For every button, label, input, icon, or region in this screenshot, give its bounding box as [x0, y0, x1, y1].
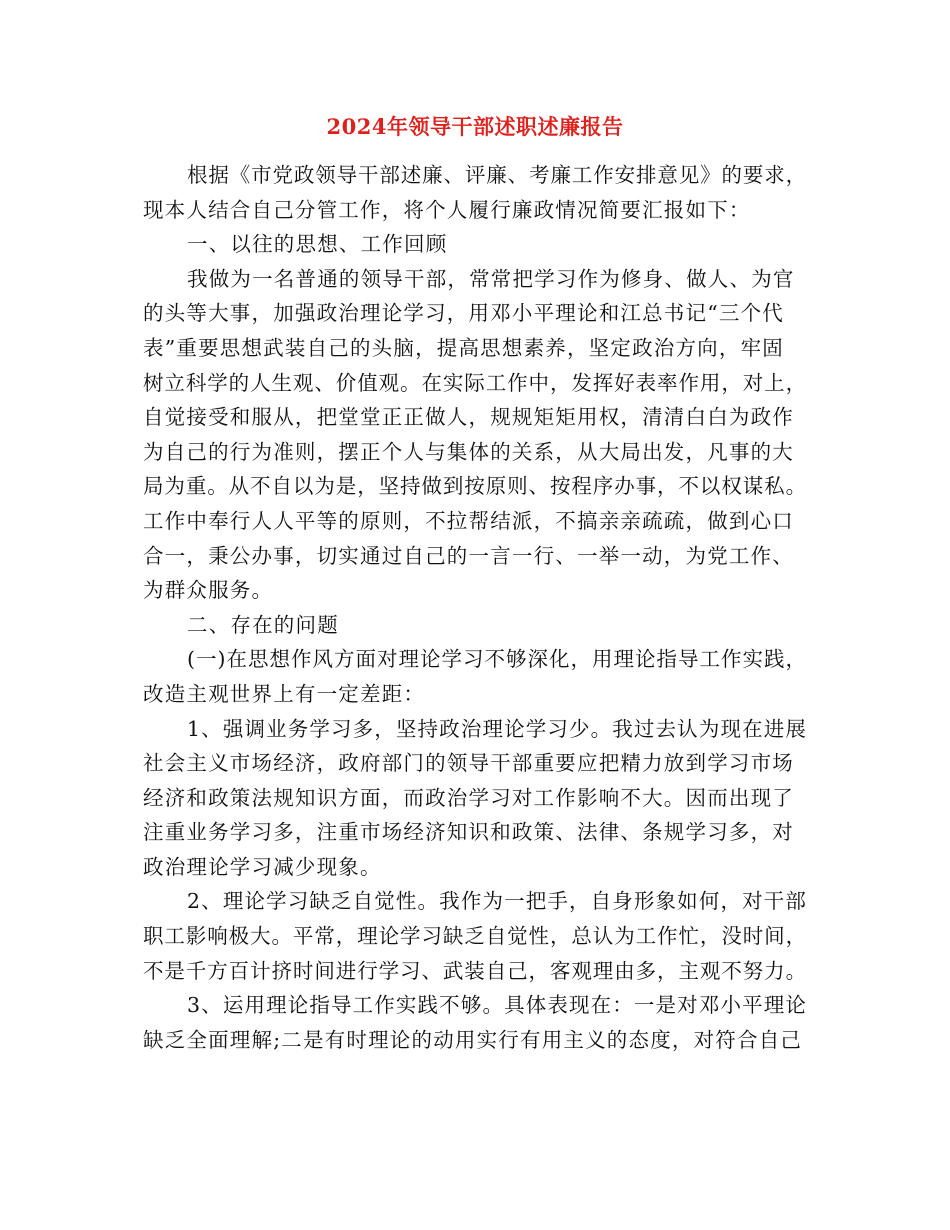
text-line: 自觉接受和服从，把堂堂正正做人，规规矩矩用权，清清白白为政作	[143, 405, 794, 430]
text-line: 的头等大事，加强政治理论学习，用邓小平理论和江总书记“三个代	[143, 301, 784, 326]
text-line: 改造主观世界上有一定差距：	[143, 681, 426, 706]
text-line: 缺乏全面理解;二是有时理论的动用实行有用主义的态度，对符合自己	[143, 1027, 803, 1052]
text-line: 2、理论学习缺乏自觉性。我作为一把手，自身形象如何，对干部	[187, 889, 807, 914]
text-line: 树立科学的人生观、价值观。在实际工作中，发挥好表率作用，对上，	[143, 370, 807, 395]
text-line: 职工影响极大。平常，理论学习缺乏自觉性，总认为工作忙，没时间，	[143, 924, 807, 949]
text-line: 局为重。从不自以为是，坚持做到按原则、按程序办事，不以权谋私。	[143, 474, 807, 499]
text-line: 合一，秉公办事，切实通过自己的一言一行、一举一动，为党工作、	[143, 543, 794, 568]
text-line: 二、存在的问题	[187, 612, 339, 637]
text-line: 表”重要思想武装自己的头脑，提高思想素养，坚定政治方向，牢固	[143, 335, 784, 360]
text-line: 现本人结合自己分管工作，将个人履行廉政情况简要汇报如下：	[143, 197, 751, 222]
text-line: 经济和政策法规知识方面，而政治学习对工作影响不大。因而出现了	[143, 785, 794, 810]
text-line: 政治理论学习减少现象。	[143, 854, 382, 879]
text-line: 不是千方百计挤时间进行学习、武装自己，客观理由多，主观不努力。	[143, 958, 807, 983]
document-body	[143, 158, 807, 1057]
text-line: 1、强调业务学习多，坚持政治理论学习少。我过去认为现在进展	[187, 716, 807, 741]
text-line: 我做为一名普通的领导干部，常常把学习作为修身、做人、为官	[187, 266, 795, 291]
text-line: 一、以往的思想、工作回顾	[187, 232, 448, 257]
document-title: 2024年领导干部述职述廉报告	[326, 114, 624, 139]
text-line: 3、运用理论指导工作实践不够。具体表现在：一是对邓小平理论	[187, 993, 807, 1018]
text-line: 注重业务学习多，注重市场经济知识和政策、法律、条规学习多，对	[143, 820, 794, 845]
text-line: 为群众服务。	[143, 578, 274, 603]
text-line: (一)在思想作风方面对理论学习不够深化，用理论指导工作实践，	[187, 647, 807, 672]
text-line: 为自己的行为准则，摆正个人与集体的关系，从大局出发，凡事的大	[143, 439, 794, 464]
text-line: 根据《市党政领导干部述廉、评廉、考廉工作安排意见》的要求，	[187, 163, 807, 187]
text-line: 工作中奉行人人平等的原则，不拉帮结派，不搞亲亲疏疏，做到心口	[143, 508, 794, 533]
text-line: 社会主义市场经济，政府部门的领导干部重要应把精力放到学习市场	[143, 751, 794, 776]
